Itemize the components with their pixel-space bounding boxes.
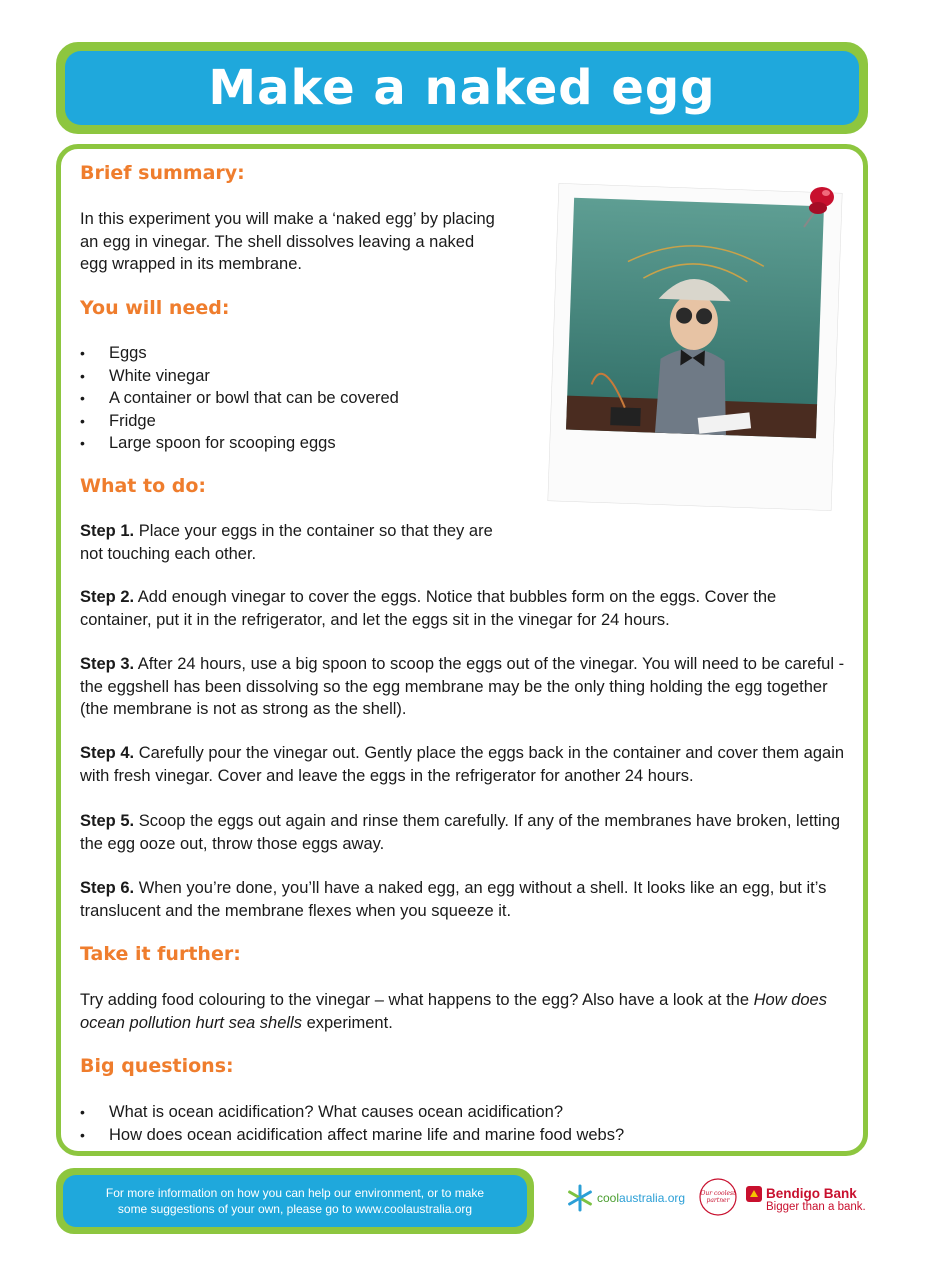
sponsor-logos (566, 1176, 866, 1226)
snowflake-icon (566, 1184, 594, 1212)
bank-emblem-icon (746, 1186, 762, 1202)
bank-name: Bendigo Bank (766, 1186, 857, 1201)
footer-banner (56, 1168, 534, 1234)
brief-summary-text: In this experiment you will make a ‘naked egg’ by placing an egg in vinegar. The shell dissolves leaving a naked egg wrapped in its membrane. (80, 210, 495, 273)
take-it-further-heading: Take it further: (80, 943, 241, 965)
step-6 (80, 877, 846, 922)
bendigo-bank-logo (746, 1186, 866, 1214)
step-text: After 24 hours, use a big spoon to scoop the eggs out of the vinegar. You will need to be careful - the eggshell has been dissolving so the egg membrane may be the only thing holding the egg together (the membrane is not as strong as the shell). (80, 655, 845, 718)
list-item: • How does ocean acidification affect marine life and marine food webs? (80, 1124, 846, 1147)
partner-seal-icon (697, 1176, 739, 1218)
step-1 (80, 520, 506, 565)
step-label: Step 4. (80, 744, 135, 762)
footer-line: For more information on how you can help our environment, or to make (105, 1186, 485, 1200)
step-text: Carefully pour the vinegar out. Gently place the eggs back in the container and cover them again with fresh vinegar. Cover and leave the eggs in the refrigerator for another 24 hours. (80, 744, 845, 785)
page-title: Make a naked egg (208, 60, 716, 116)
logo-text: Our coolest (700, 1190, 736, 1197)
step-label: Step 2. (80, 588, 135, 606)
bank-tagline: Bigger than a bank. (766, 1201, 866, 1213)
title-banner (56, 42, 868, 134)
step-label: Step 5. (80, 812, 135, 830)
list-item: • A container or bowl that can be covered (80, 387, 520, 410)
photo-polaroid (548, 183, 843, 511)
footer-text (63, 1175, 527, 1227)
step-4 (80, 742, 846, 787)
step-text: When you’re done, you’ll have a naked egg, an egg without a shell. It looks like an egg, but it’s translucent and the membrane flexes when you squeeze it. (80, 879, 827, 920)
step-5 (80, 810, 846, 855)
list-item: • Fridge (80, 410, 520, 433)
what-to-do-heading: What to do: (80, 475, 207, 497)
take-it-further-text (80, 989, 846, 1034)
list-item: • Eggs (80, 342, 520, 365)
step-text: Scoop the eggs out again and rinse them carefully. If any of the membranes have broken, letting the egg ooze out, throw those eggs away. (80, 812, 841, 853)
step-text: Place your eggs in the container so that they are not touching each other. (80, 522, 493, 563)
materials-list (80, 342, 520, 455)
step-label: Step 3. (80, 655, 135, 673)
partner-seal (697, 1176, 739, 1222)
step-3 (80, 653, 846, 721)
push-pin-icon (800, 183, 840, 229)
step-text: Add enough vinegar to cover the eggs. Notice that bubbles form on the eggs. Cover the container, put it in the refrigerator, and let the eggs sit in the vinegar for 24 hours. (80, 588, 777, 629)
step-label: Step 6. (80, 879, 135, 897)
list-item: • What is ocean acidification? What causes ocean acidification? (80, 1101, 846, 1124)
brief-summary-heading: Brief summary: (80, 162, 245, 184)
step-2 (80, 586, 846, 631)
coolaustralia-logo (566, 1184, 685, 1212)
list-item: • White vinegar (80, 365, 520, 388)
experiment-title: How does ocean pollution hurt sea shells (80, 991, 827, 1032)
big-questions-heading: Big questions: (80, 1055, 234, 1077)
questions-list (80, 1101, 846, 1146)
logo-text: partner (706, 1197, 730, 1204)
take-it-further-text-part: Try adding food colouring to the vinegar – what happens to the egg? Also have a look at the (80, 991, 754, 1009)
take-it-further-text-part: experiment. (301, 1013, 393, 1032)
footer-line: some suggestions of your own, please go to www.coolaustralia.org (117, 1202, 473, 1216)
step-label: Step 1. (80, 522, 135, 540)
list-item: • Large spoon for scooping eggs (80, 432, 520, 455)
logo-text: cool (597, 1191, 620, 1205)
you-will-need-heading: You will need: (80, 297, 230, 319)
logo-text: australia.org (619, 1191, 686, 1205)
title-banner-inner (65, 51, 859, 125)
